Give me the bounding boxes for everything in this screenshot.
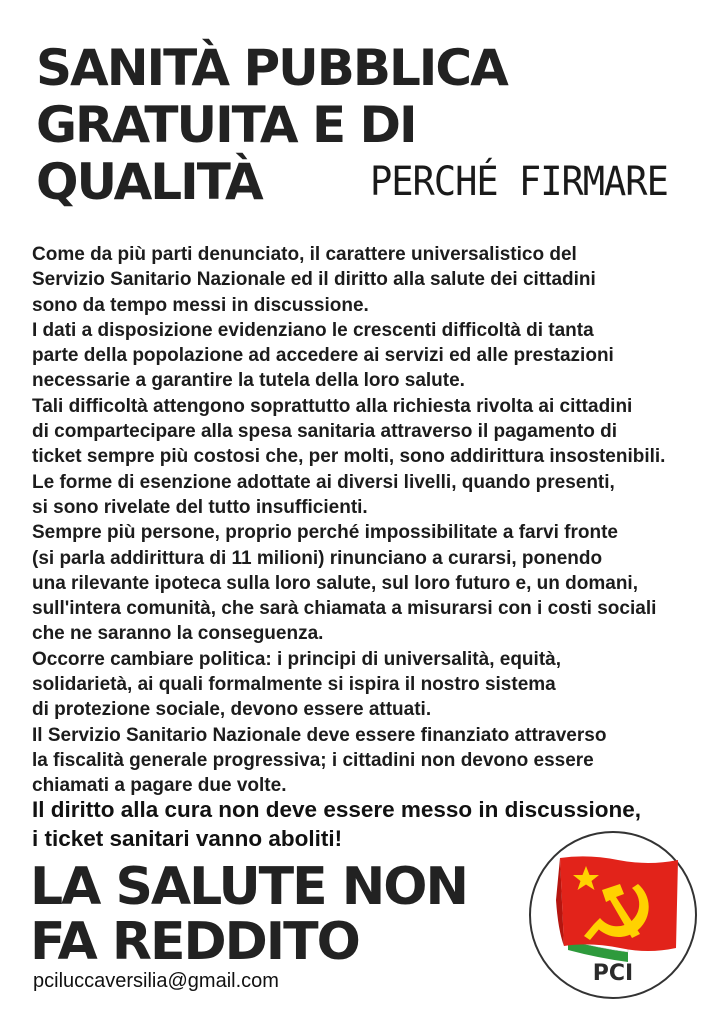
- emphasis-line: Il diritto alla cura non deve essere messo in discussione,: [32, 797, 641, 822]
- body-line: Tali difficoltà attengono soprattutto alla richiesta rivolta ai cittadini: [32, 395, 633, 417]
- body-line: I dati a disposizione evidenziano le crescenti difficoltà di tanta: [32, 319, 594, 341]
- title-line-2: GRATUITA E DI: [36, 96, 416, 154]
- body-line: Sempre più persone, proprio perché impossibilitate a farvi fronte: [32, 522, 618, 544]
- body-line: necessarie a garantire la tutela della loro salute.: [32, 370, 465, 392]
- body-line: sull'intera comunità, che sarà chiamata a misurarsi con i costi sociali: [32, 598, 657, 620]
- body-line: parte della popolazione ad accedere ai servizi ed alle prestazioni: [32, 345, 614, 367]
- body-line: di compartecipare alla spesa sanitaria attraverso il pagamento di: [32, 421, 618, 443]
- body-line: chiamati a pagare due volte.: [32, 775, 287, 797]
- subtitle: PERCHÉ FIRMARE: [370, 158, 668, 205]
- contact-email[interactable]: pciluccaversilia@gmail.com: [33, 970, 279, 992]
- emphasis-line: i ticket sanitari vanno aboliti!: [32, 826, 343, 851]
- slogan-line-2: FA REDDITO: [30, 912, 359, 972]
- slogan: [30, 857, 468, 972]
- body-line: Occorre cambiare politica: i principi di universalità, equità,: [32, 648, 561, 670]
- body-line: si sono rivelate del tutto insufficienti.: [32, 496, 368, 518]
- body-line: la fiscalità generale progressiva; i cittadini non devono essere: [32, 749, 594, 771]
- body-line: una rilevante ipoteca sulla loro salute, sul loro futuro e, un domani,: [32, 572, 638, 594]
- body-line: solidarietà, ai quali formalmente si ispira il nostro sistema: [32, 674, 556, 696]
- title-line-1: SANITÀ PUBBLICA: [36, 39, 507, 97]
- body-line: Il Servizio Sanitario Nazionale deve essere finanziato attraverso: [32, 724, 607, 746]
- body-line: di protezione sociale, devono essere attuati.: [32, 699, 432, 721]
- body-line: sono da tempo messi in discussione.: [32, 294, 369, 316]
- title-line-3: QUALITÀ: [36, 153, 262, 211]
- logo-text: PCI: [592, 961, 634, 986]
- slogan-line-1: LA SALUTE NON: [30, 857, 468, 917]
- body-line: Come da più parti denunciato, il carattere universalistico del: [32, 244, 577, 265]
- body-line: (si parla addirittura di 11 milioni) rinunciano a curarsi, ponendo: [32, 547, 603, 569]
- body-line: che ne saranno la conseguenza.: [32, 623, 324, 645]
- body-line: Le forme di esenzione adottate ai diversi livelli, quando presenti,: [32, 471, 615, 493]
- body-line: Servizio Sanitario Nazionale ed il diritto alla salute dei cittadini: [32, 269, 596, 291]
- pci-logo: [528, 830, 698, 1000]
- body-text: [32, 242, 702, 799]
- body-line: ticket sempre più costosi che, per molti, sono addirittura insostenibili.: [32, 446, 666, 468]
